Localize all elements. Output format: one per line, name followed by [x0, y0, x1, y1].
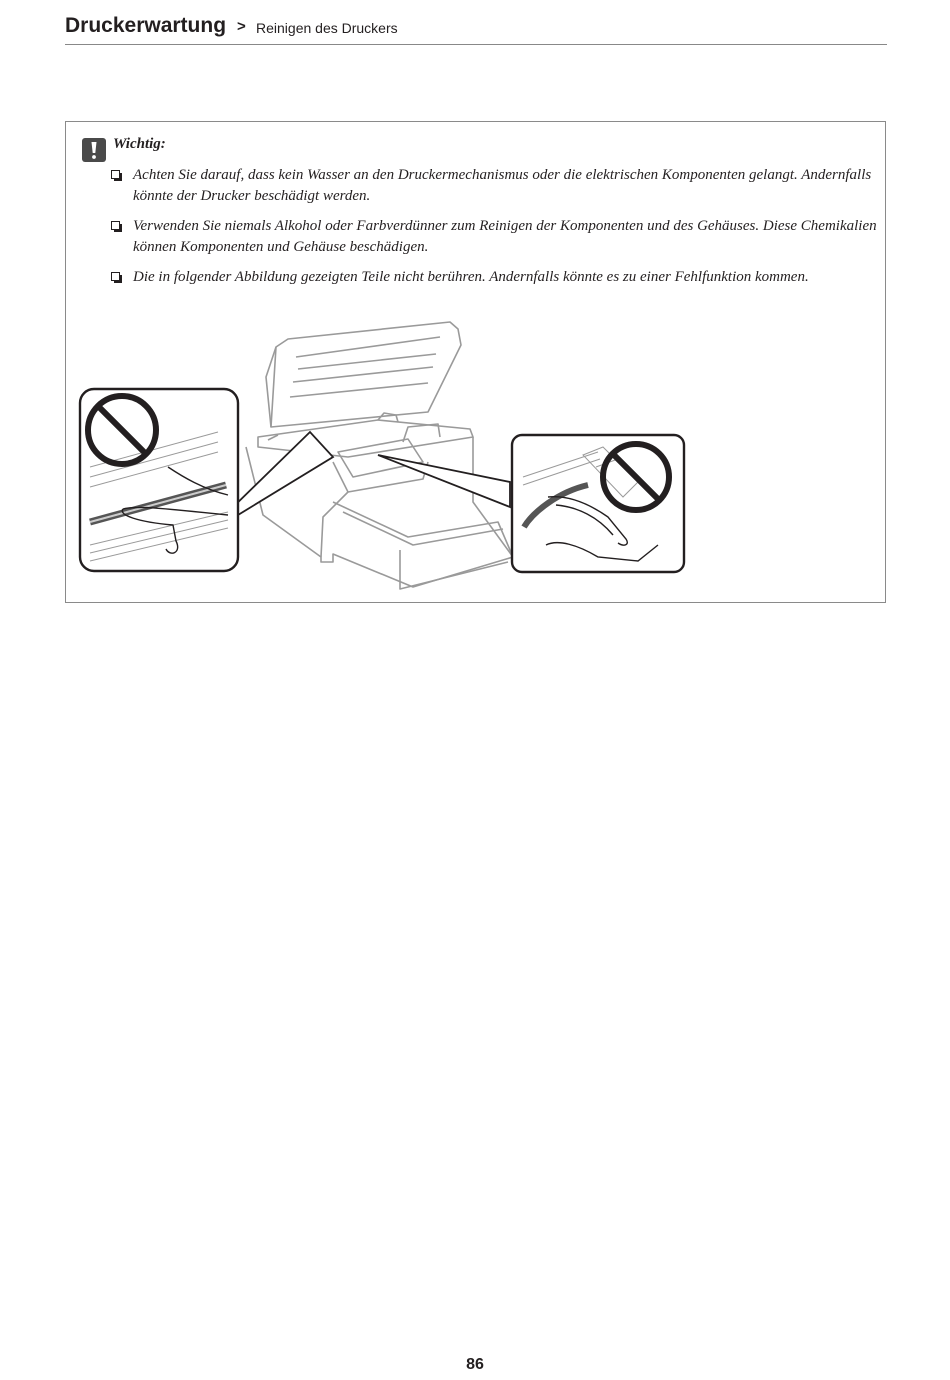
- important-notice-box: [65, 121, 886, 603]
- list-item: [111, 165, 881, 207]
- printer-do-not-touch-illustration: [78, 317, 688, 592]
- list-item: [111, 216, 881, 258]
- list-item-text: Die in folgender Abbildung gezeigten Teile nicht berühren. Andernfalls könnte es zu einer Fehlfunktion kommen.: [133, 269, 809, 285]
- list-item: [111, 267, 881, 288]
- notice-title: Wichtig:: [113, 136, 166, 152]
- section-title: Reinigen des Druckers: [256, 20, 398, 36]
- checkbox-bullet-icon: [111, 221, 120, 230]
- running-header: [65, 12, 887, 45]
- list-item-text: Verwenden Sie niemals Alkohol oder Farbverdünner zum Reinigen der Komponenten und des Gehäuses. Diese Chemikalien können Komponenten und Gehäuse beschädigen.: [133, 218, 877, 255]
- list-item-text: Achten Sie darauf, dass kein Wasser an den Druckermechanismus oder die elektrischen Komponenten gelangt. Andernfalls könnte der Drucker beschädigt werden.: [133, 167, 872, 204]
- chapter-title: Druckerwartung: [65, 14, 227, 37]
- page-number: 86: [466, 1356, 484, 1373]
- exclamation-icon: [82, 138, 106, 162]
- checkbox-bullet-icon: [111, 272, 120, 281]
- checkbox-bullet-icon: [111, 170, 120, 179]
- breadcrumb-separator: >: [237, 18, 246, 35]
